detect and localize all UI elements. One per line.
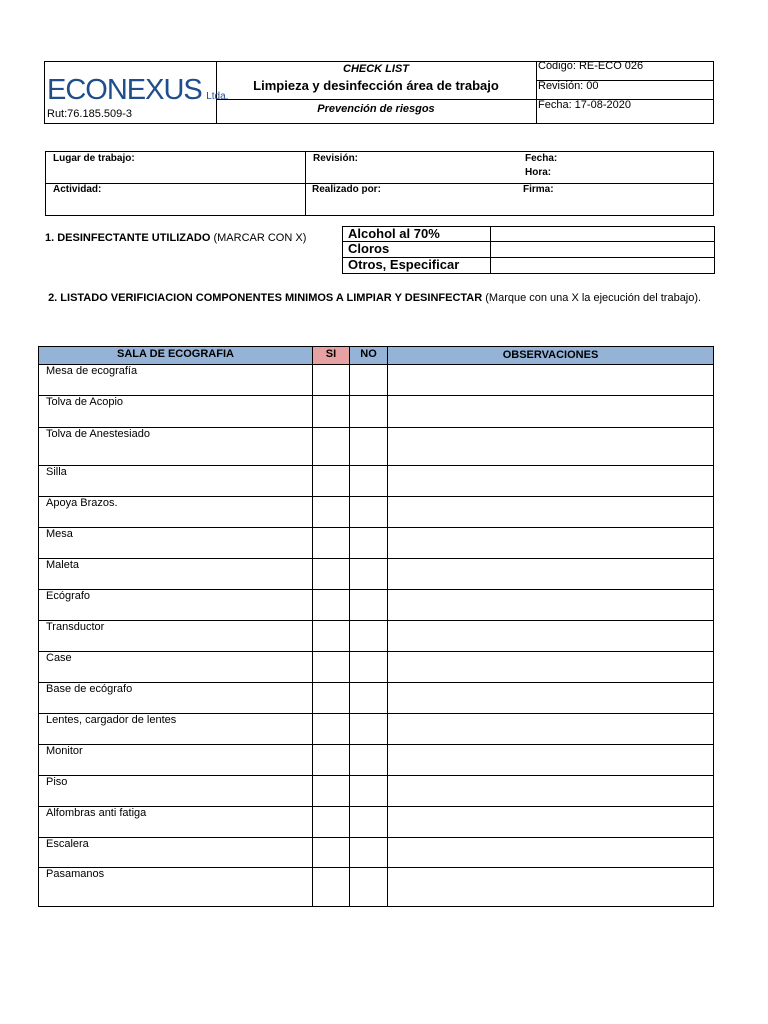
row-label-cell [38,527,313,559]
si-checkbox-cell[interactable] [312,620,350,652]
revision-field: Revisión: 00 [538,80,599,92]
table-row [38,527,714,558]
observaciones-cell[interactable] [387,589,714,621]
firma-label[interactable]: Firma: [523,184,554,195]
header-si: SI [312,346,350,365]
table-row [38,589,714,620]
observaciones-cell[interactable] [387,806,714,838]
no-checkbox-cell[interactable] [349,427,388,466]
table-row [38,465,714,496]
header-block [44,61,714,124]
observaciones-cell[interactable] [387,713,714,745]
table-row [38,651,714,682]
option-cloros[interactable]: Cloros [348,241,390,256]
row-label: Mesa [46,528,73,540]
section2-label-rest: (Marque con una X la ejecución del trabajo). [482,292,702,304]
si-checkbox-cell[interactable] [312,558,350,590]
row-label-cell [38,651,313,683]
no-checkbox-cell[interactable] [349,620,388,652]
table-header-row [38,346,714,364]
row-label: Lentes, cargador de lentes [46,714,177,726]
si-checkbox-cell[interactable] [312,496,350,528]
si-checkbox-cell[interactable] [312,651,350,683]
codigo-field: Código: RE-ECO 026 [538,60,644,72]
row-label-cell [38,775,313,807]
table-row [38,558,714,589]
realizado-label[interactable]: Realizado por: [312,184,381,195]
table-row [38,837,714,867]
no-checkbox-cell[interactable] [349,867,388,907]
table-row [38,620,714,651]
no-checkbox-cell[interactable] [349,682,388,714]
section2-label-bold: 2. LISTADO VERIFICIACION COMPONENTES MINIMOS A LIMPIAR Y DESINFECTAR [48,292,483,304]
row-label: Piso [46,776,68,788]
row-label: Silla [46,466,67,478]
section1-label-rest: (MARCAR CON X) [210,232,307,244]
observaciones-cell[interactable] [387,496,714,528]
no-checkbox-cell[interactable] [349,465,388,497]
si-checkbox-cell[interactable] [312,837,350,868]
row-label: Transductor [46,621,105,633]
disinfectant-vline [490,227,491,273]
row-label: Alfombras anti fatiga [46,807,147,819]
observaciones-cell[interactable] [387,744,714,776]
observaciones-cell[interactable] [387,620,714,652]
document-subtitle: Prevención de riesgos [317,103,435,115]
table-row [38,867,714,906]
observaciones-cell[interactable] [387,775,714,807]
row-label-cell [38,465,313,497]
observaciones-cell[interactable] [387,682,714,714]
si-checkbox-cell[interactable] [312,527,350,559]
header-sala: SALA DE ECOGRAFIA [38,346,313,365]
table-row [38,496,714,527]
no-checkbox-cell[interactable] [349,837,388,868]
row-label: Monitor [46,745,83,757]
option-otros[interactable]: Otros, Especificar [348,257,460,272]
option-alcohol[interactable]: Alcohol al 70% [348,226,440,241]
si-checkbox-cell[interactable] [312,427,350,466]
no-checkbox-cell[interactable] [349,651,388,683]
table-row [38,713,714,744]
disinfectant-table [342,226,715,274]
no-checkbox-cell[interactable] [349,775,388,807]
actividad-label[interactable]: Actividad: [53,184,102,195]
row-label: Base de ecógrafo [46,683,133,695]
si-checkbox-cell[interactable] [312,744,350,776]
row-label: Maleta [46,559,80,571]
no-checkbox-cell[interactable] [349,558,388,590]
section1-label [45,232,306,244]
no-checkbox-cell[interactable] [349,744,388,776]
table-row [38,744,714,775]
si-checkbox-cell[interactable] [312,465,350,497]
si-checkbox-cell[interactable] [312,806,350,838]
info-block [45,151,714,216]
si-checkbox-cell[interactable] [312,867,350,907]
si-checkbox-cell[interactable] [312,682,350,714]
no-checkbox-cell[interactable] [349,713,388,745]
logo-text: ECONEXUS [47,74,202,106]
no-checkbox-cell[interactable] [349,527,388,559]
table-row [38,427,714,465]
observaciones-cell[interactable] [387,527,714,559]
observaciones-cell[interactable] [387,465,714,497]
row-label-cell [38,558,313,590]
revision-label[interactable]: Revisión: [313,153,359,164]
table-row [38,364,714,395]
observaciones-cell[interactable] [387,395,714,428]
section1-label-bold: 1. DESINFECTANTE UTILIZADO [45,232,211,244]
lugar-label[interactable]: Lugar de trabajo: [53,153,135,164]
section2-label [45,290,720,306]
table-row [38,395,714,427]
si-checkbox-cell[interactable] [312,713,350,745]
checklist-table [38,346,714,906]
header-observaciones: OBSERVACIONES [387,346,714,365]
table-row [38,806,714,837]
header-hline-mid [216,99,536,100]
fecha-label[interactable]: Fecha: [525,153,558,164]
header-no: NO [349,346,388,365]
no-checkbox-cell[interactable] [349,806,388,838]
disinfectant-hline-1 [343,241,714,242]
row-label: Pasamanos [46,868,105,880]
table-row [38,682,714,713]
row-label: Tolva de Acopio [46,396,124,408]
check-list-label: CHECK LIST [343,63,409,75]
observaciones-cell[interactable] [387,651,714,683]
row-label: Mesa de ecografía [46,365,138,377]
row-label: Ecógrafo [46,590,91,602]
row-label: Escalera [46,838,89,850]
row-label: Apoya Brazos. [46,497,118,509]
logo-suffix: Ltda. [206,91,229,102]
observaciones-cell[interactable] [387,558,714,590]
hora-label[interactable]: Hora: [525,167,552,178]
header-divider-2 [536,62,537,123]
row-label: Case [46,652,72,664]
si-checkbox-cell[interactable] [312,395,350,428]
observaciones-cell[interactable] [387,837,714,868]
observaciones-cell[interactable] [387,867,714,907]
document-title: Limpieza y desinfección área de trabajo [253,78,499,93]
si-checkbox-cell[interactable] [312,364,350,396]
no-checkbox-cell[interactable] [349,395,388,428]
row-label: Tolva de Anestesiado [46,428,150,440]
fecha-field: Fecha: 17-08-2020 [538,99,631,111]
table-row [38,775,714,806]
no-checkbox-cell[interactable] [349,496,388,528]
no-checkbox-cell[interactable] [349,589,388,621]
company-logo [47,74,228,107]
observaciones-cell[interactable] [387,364,714,396]
si-checkbox-cell[interactable] [312,775,350,807]
si-checkbox-cell[interactable] [312,589,350,621]
rut-number: Rut:76.185.509-3 [47,108,133,120]
observaciones-cell[interactable] [387,427,714,466]
no-checkbox-cell[interactable] [349,364,388,396]
